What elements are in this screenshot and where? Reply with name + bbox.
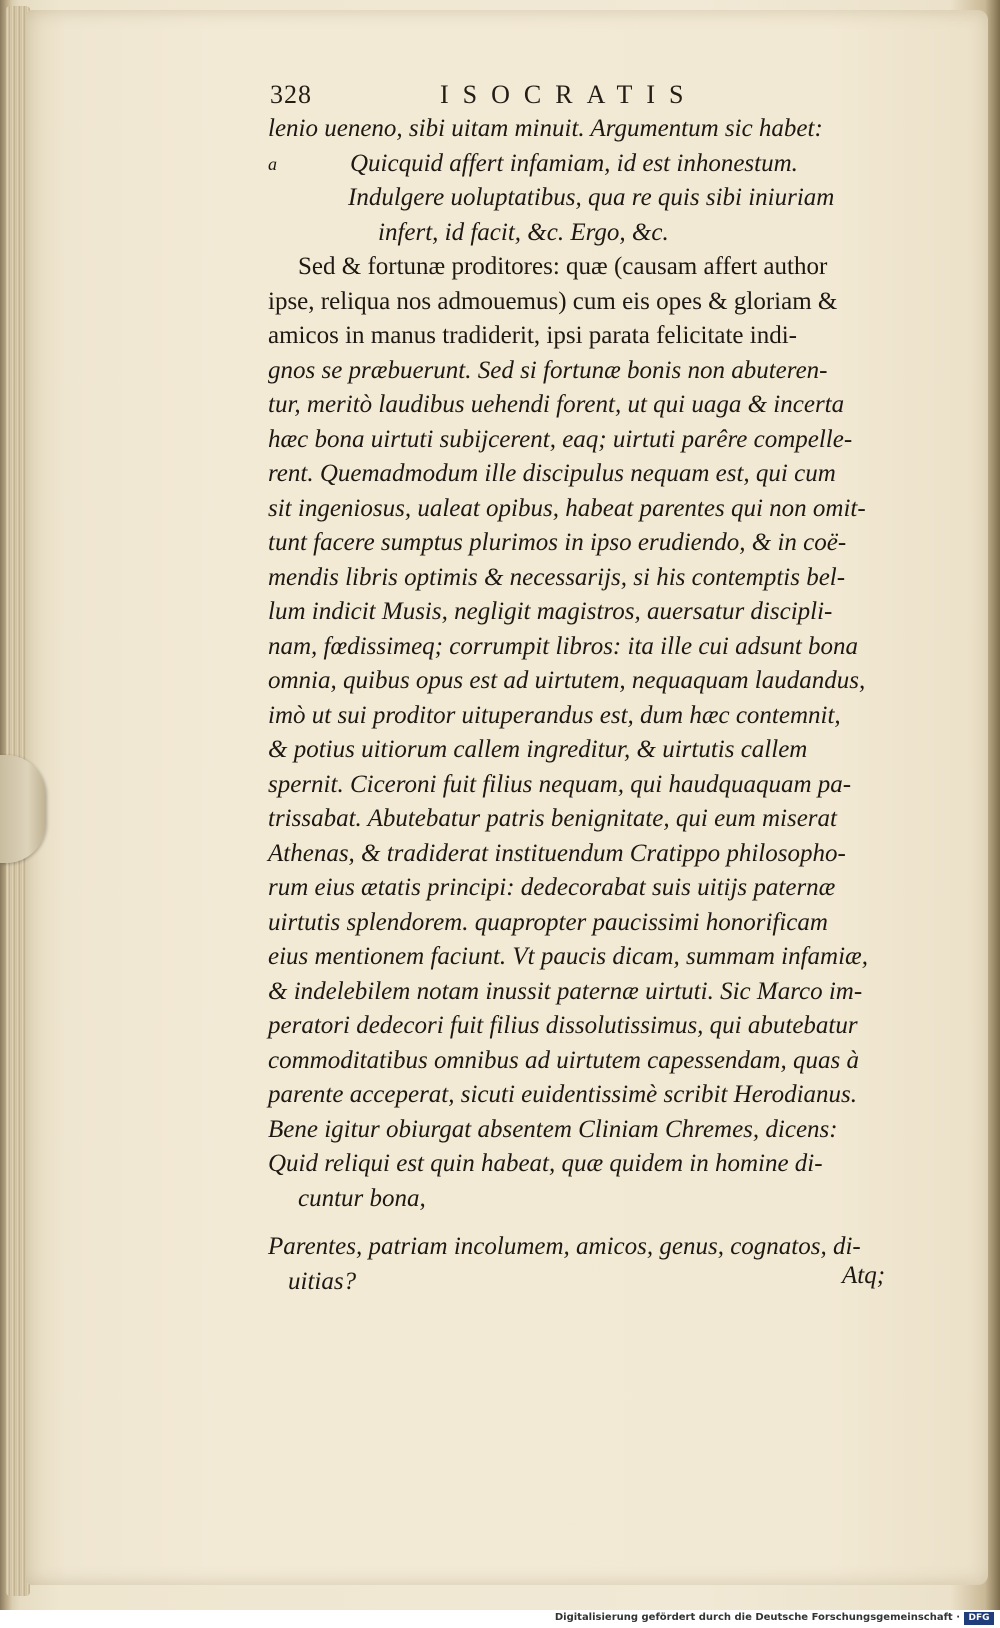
text-line-content: Quicquid affert infamiam, id est inhonestum. [350, 149, 798, 177]
text-line: amicos in manus tradiderit, ipsi parata felicitate indi- [268, 322, 797, 349]
text-line: ipse, reliqua nos admouemus) cum eis opes & gloriam & [268, 287, 838, 315]
text-line: imò ut sui proditor uituperandus est, dum hæc contemnit, [268, 701, 841, 729]
text-line: rum eius ætatis principi: dedecorabat suis uitijs paternæ [268, 874, 836, 901]
text-line: cuntur bona, [298, 1184, 426, 1212]
text-line: parente acceperat, sicuti euidentissimè scribit Herodianus. [268, 1081, 858, 1108]
text-line: Sed & fortunæ proditores: quæ (causam affert author [298, 253, 828, 280]
text-line: tunt facere sumptus plurimos in ipso erudiendo, & in coë- [268, 529, 847, 556]
catchword: Atq; [842, 1262, 886, 1289]
text-line: uitias? [288, 1267, 357, 1295]
text-line: mendis libris optimis & necessarijs, si his contemptis bel- [268, 563, 846, 591]
text-line: sit ingeniosus, ualeat opibus, habeat parentes qui non omit- [268, 494, 866, 522]
marginal-mark: a [268, 153, 277, 174]
text-line: hæc bona uirtuti subijcerent, eaq; uirtuti parêre compelle- [268, 425, 853, 453]
text-line: & indelebilem notam inussit paternæ uirtuti. Sic Marco im- [268, 977, 863, 1005]
text-line: uirtutis splendorem. quapropter paucissimi honorificam [268, 908, 828, 936]
text-line: trissabat. Abutebatur patris benignitate, qui eum miserat [268, 805, 837, 832]
text-line: rent. Quemadmodum ille discipulus nequam est, qui cum [268, 460, 836, 487]
text-line: tur, meritò laudibus uehendi forent, ut qui uaga & incerta [268, 391, 845, 418]
text-line: gnos se præbuerunt. Sed si fortunæ bonis non abuteren- [268, 356, 828, 384]
text-line [268, 147, 908, 182]
text-line: omnia, quibus opus est ad uirtutem, nequaquam laudandus, [268, 667, 866, 694]
text-line: Quid reliqui est quin habeat, quæ quidem in homine di- [268, 1150, 823, 1177]
text-line: Athenas, & tradiderat instituendum Cratippo philosopho- [268, 839, 846, 867]
text-line: eius mentionem faciunt. Vt paucis dicam, summam infamiæ, [268, 943, 868, 970]
running-head: ISOCRATIS [440, 80, 698, 109]
text-line: & potius uitiorum callem ingreditur, & uirtutis callem [268, 736, 808, 763]
digitization-credit: Digitalisierung gefördert durch die Deutsche Forschungsgemeinschaft · [554, 1612, 960, 1623]
folio-number: 328 [270, 80, 312, 109]
text-line: Bene igitur obiurgat absentem Cliniam Chremes, dicens: [268, 1115, 838, 1143]
body-text [268, 112, 908, 1299]
verse-gap [268, 1216, 908, 1230]
text-line: Indulgere uoluptatibus, qua re quis sibi iniuriam [348, 184, 835, 211]
text-line: nam, fœdissimeq; corrumpit libros: ita ille cui adsunt bona [268, 632, 859, 660]
text-line: spernit. Ciceroni fuit filius nequam, qui haudquaquam pa- [268, 770, 852, 798]
text-line: lum indicit Musis, negligit magistros, auersatur discipli- [268, 598, 833, 625]
dfg-logo: DFG [964, 1612, 994, 1625]
text-line: lenio ueneno, sibi uitam minuit. Argumentum sic habet: [268, 115, 823, 142]
text-line: peratori dedecori fuit filius dissolutissimus, qui abutebatur [268, 1012, 858, 1039]
text-line: Parentes, patriam incolumem, amicos, genus, cognatos, di- [268, 1233, 861, 1260]
text-line: infert, id facit, &c. Ergo, &c. [378, 218, 669, 246]
text-line: commoditatibus omnibus ad uirtutem capessendam, quas à [268, 1046, 859, 1074]
